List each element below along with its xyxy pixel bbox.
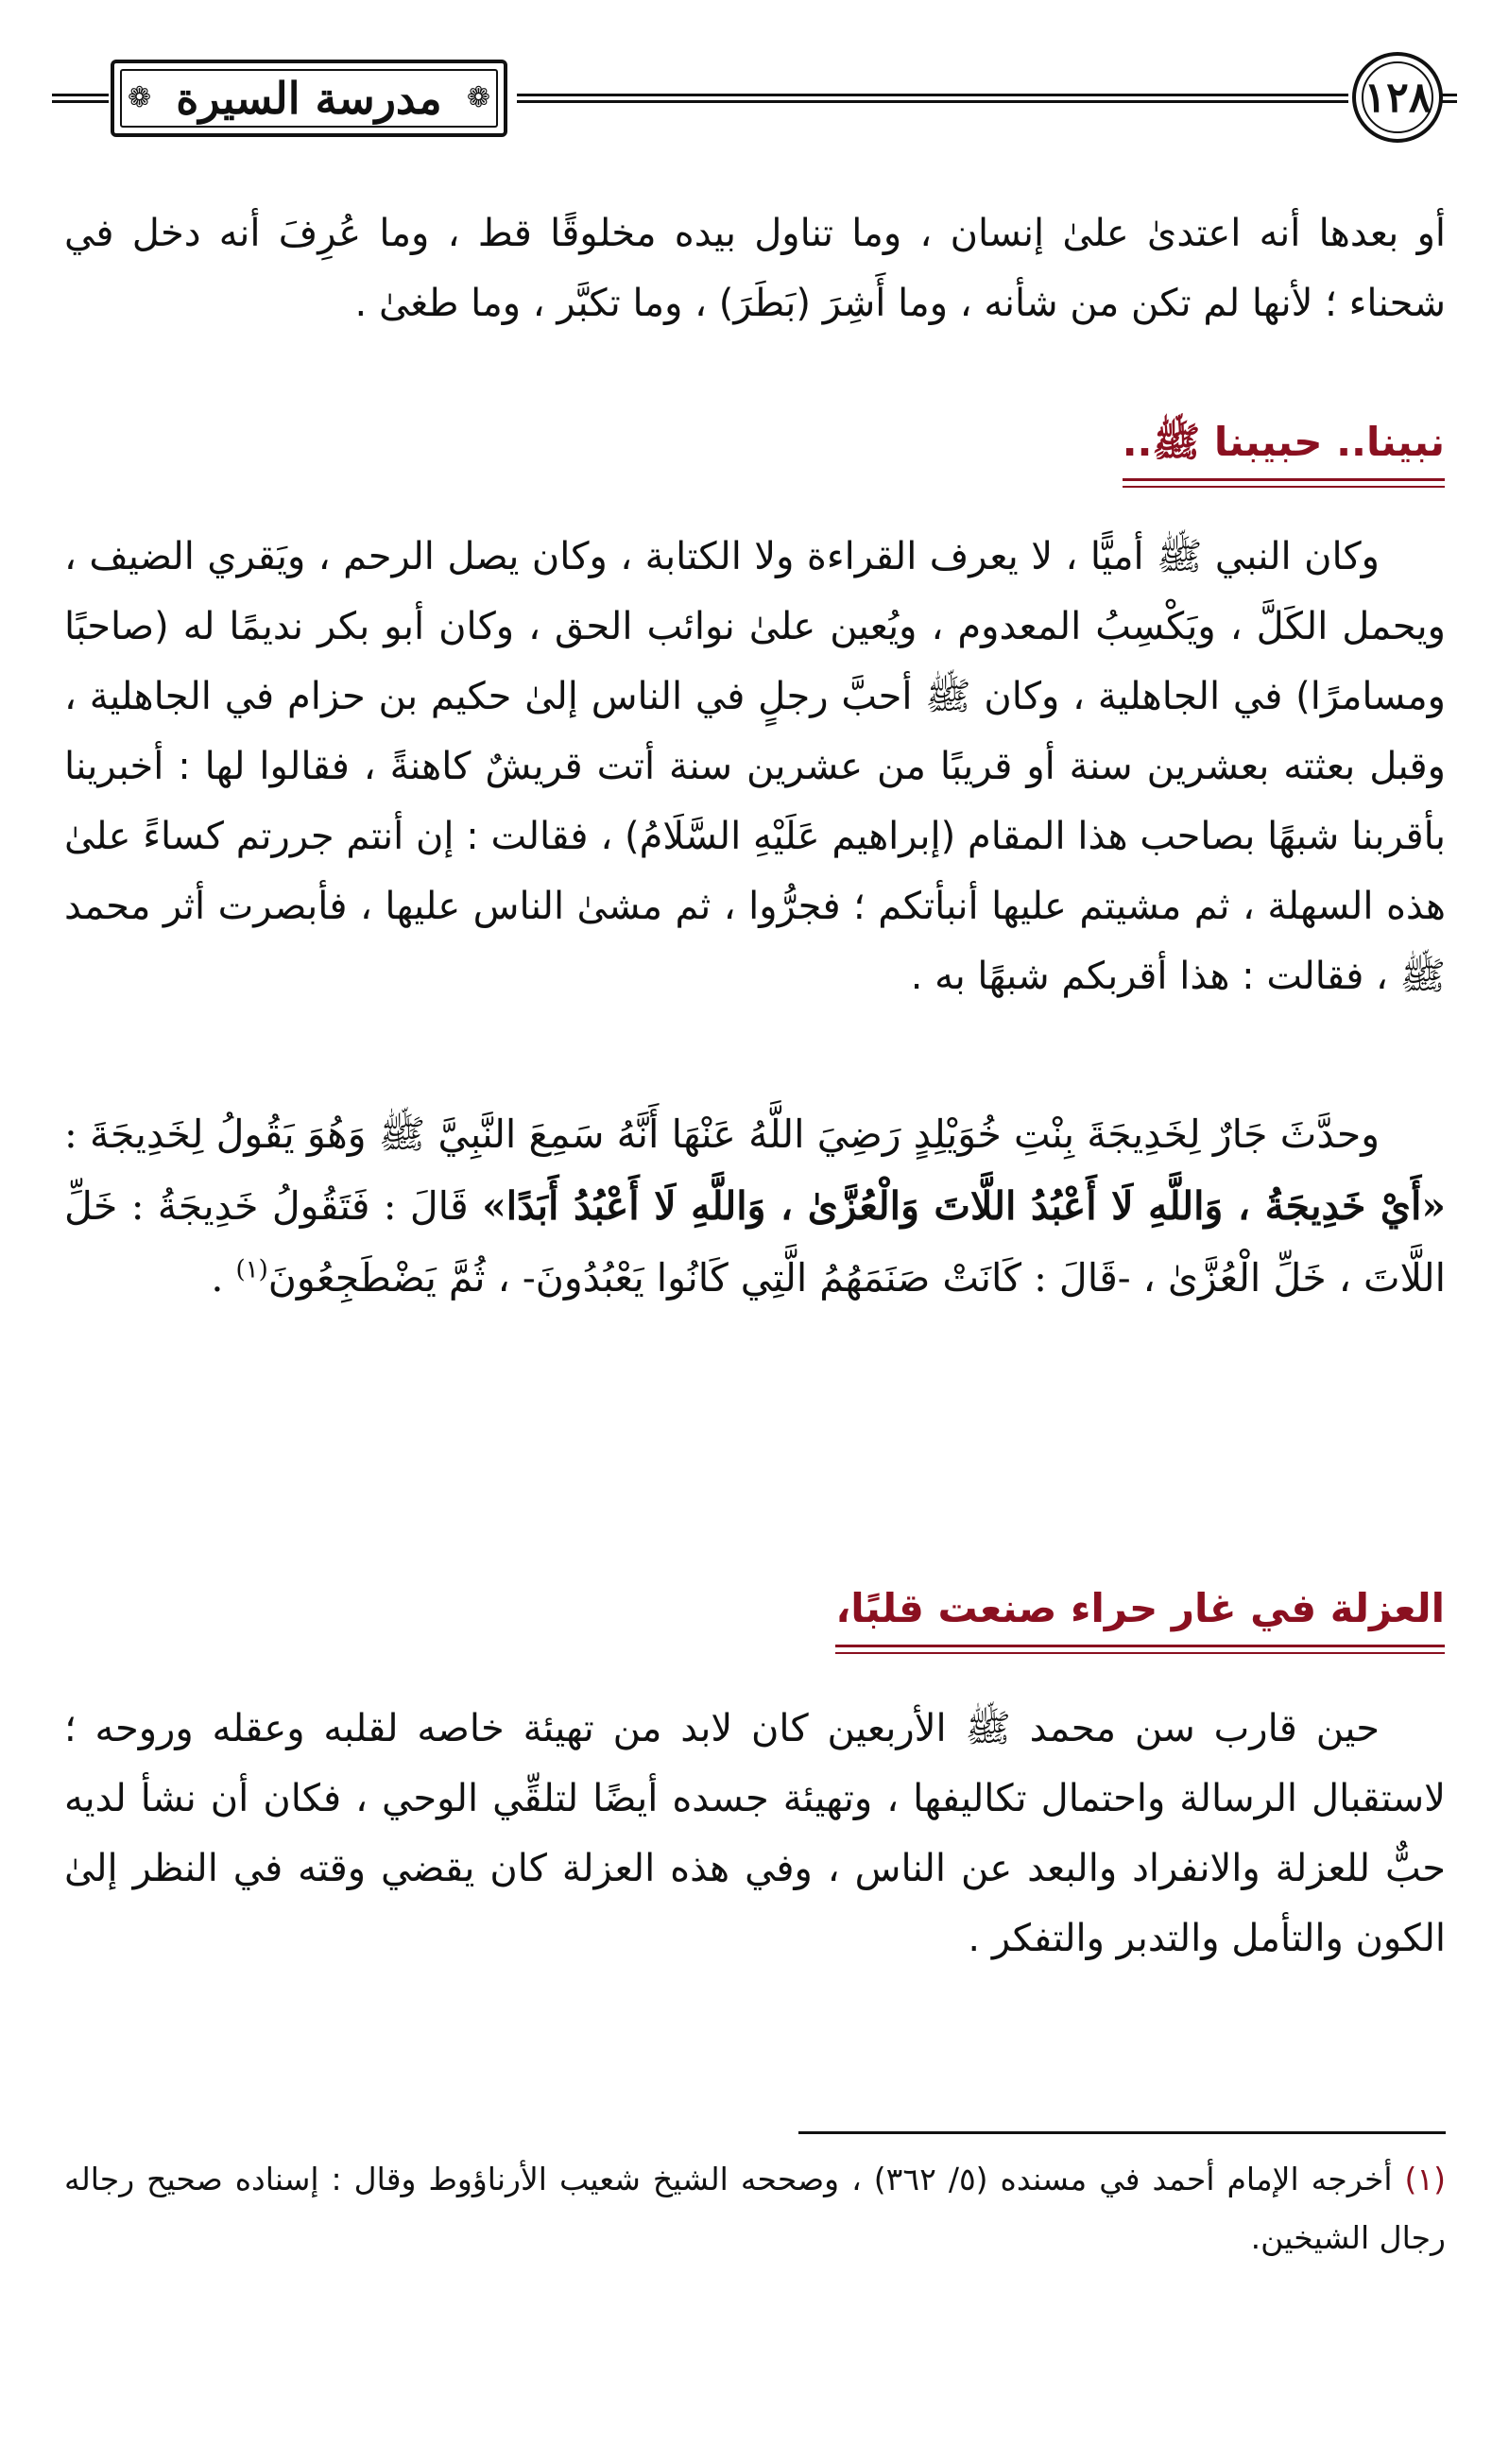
ornament-icon: ❁ [466,81,490,114]
paragraph-text: حين قارب سن محمد ﷺ الأربعين كان لابد من تهيئة خاصه لقلبه وعقله وروحه ؛ لاستقبال الرسالة واحتمال تكاليفها ، وتهيئة جسده أيضًا لتلقِّي الوحي ، فكان أن نشأ لديه حبٌّ للعزلة والانفراد والبعد عن الناس ، وفي هذه العزلة كان يقضي وقته في النظر إلىٰ الكون والتأمل والتدبر والتفكر . [64,1707,1446,1960]
header-rule-middle [517,94,1348,103]
ornament-icon: ❁ [128,81,152,114]
running-title: مدرسة السيرة [176,73,442,124]
paragraph-4 [64,1694,1446,1973]
page-number-badge [1352,52,1443,143]
header-rule-right [1441,94,1457,103]
running-header [52,52,1457,146]
hadith-narration: وحدَّثَ جَارٌ لِخَدِيجَةَ بِنْتِ خُوَيْلِدٍ رَضِيَ اللَّهُ عَنْهَا أَنَّهُ سَمِعَ النَّبِيَّ ﷺ وَهُوَ يَقُولُ لِخَدِيجَةَ : [64,1111,1380,1157]
page-number: ١٢٨ [1363,73,1432,122]
footnote-marker: (١) [1404,2161,1447,2197]
footnote-text: أخرجه الإمام أحمد في مسنده (٥/ ٣٦٢) ، وصححه الشيخ شعيب الأرناؤوط وقال : إسناده صحيح رجاله رجال الشيخين. [64,2161,1446,2256]
hadith-end: . [211,1255,236,1301]
section-heading-our-prophet: نبينا.. حبيبنا ﷺ.. [1123,414,1445,481]
paragraph-text: أو بعدها أنه اعتدىٰ علىٰ إنسان ، وما تناول بيده مخلوقًا قط ، وما عُرِفَ أنه دخل في شحناء ؛ لأنها لم تكن من شأنه ، وما أَشِرَ (بَطَرَ) ، وما تكبَّر ، وما طغىٰ . [64,212,1446,325]
paragraph-1 [64,198,1446,338]
paragraph-text: وكان النبي ﷺ أميًّا ، لا يعرف القراءة ولا الكتابة ، وكان يصل الرحم ، ويَقري الضيف ، ويحمل الكَلَّ ، ويَكْسِبُ المعدوم ، ويُعين علىٰ نوائب الحق ، وكان أبو بكر نديمًا له (صاحبًا ومسامرًا) في الجاهلية ، وكان ﷺ أحبَّ رجلٍ في الناس إلىٰ حكيم بن حزام في الجاهلية ، وقبل بعثته بعشرين سنة أو قريبًا من عشرين سنة أتت قريشٌ كاهنةً ، فقالوا لها : أخبرينا بأقربنا شبهًا بصاحب هذا المقام (إبراهيم عَلَيْهِ السَّلَامُ) ، فقالت : إن أنتم جررتم كساءً علىٰ هذه السهلة ، ثم مشيتم عليها أنبأتكم ؛ فجرُّوا ، ثم مشىٰ الناس عليها ، فأبصرت أثر محمد ﷺ ، فقالت : هذا أقربكم شبهًا به . [64,535,1446,998]
paragraph-2 [64,522,1446,1011]
paragraph-3-hadith [64,1098,1446,1314]
hadith-quote: «أَيْ خَدِيجَةُ ، وَاللَّهِ لَا أَعْبُدُ اللَّاتَ وَالْعُزَّىٰ ، وَاللَّهِ لَا أَعْبُدُ أَبَدًا» [482,1183,1446,1229]
footnote-reference[interactable]: (١) [235,1255,268,1284]
running-title-frame [111,60,507,137]
hadith-continuation: قَالَ : فَتَقُولُ خَدِيجَةُ : خَلِّ اللَّاتَ ، خَلِّ الْعُزَّىٰ ، -قَالَ : كَانَتْ صَنَمَهُمُ الَّتِي كَانُوا يَعْبُدُونَ- ، ثُمَّ يَضْطَجِعُونَ [64,1183,1446,1301]
section-heading-seclusion: العزلة في غار حراء صنعت قلبًا، [835,1580,1445,1647]
footnote [64,2150,1446,2267]
hadith-text [64,1098,1446,1314]
header-rule-left [52,94,109,103]
footnote-separator [798,2131,1446,2134]
